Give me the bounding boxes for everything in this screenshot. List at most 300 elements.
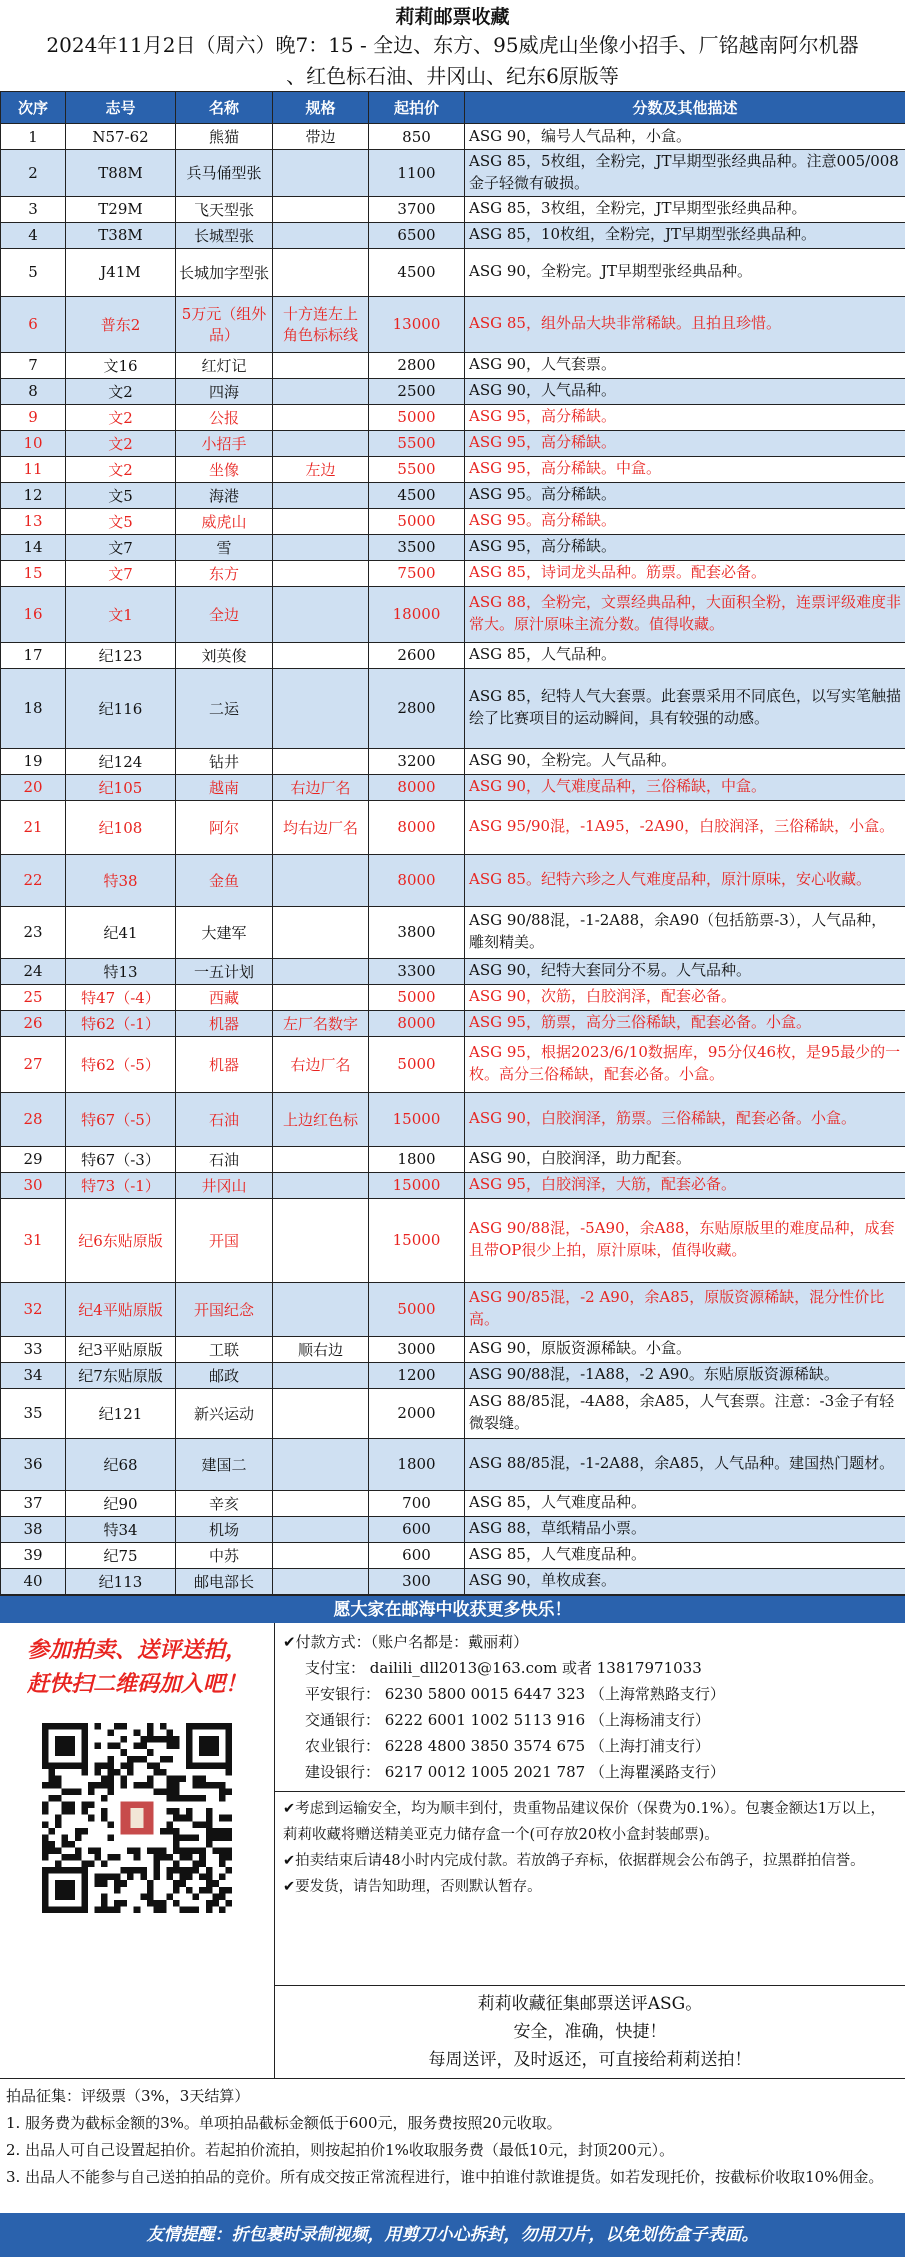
table-row [1, 748, 905, 774]
description: ASG 88，草纸精品小票。 [465, 1516, 905, 1542]
start-price: 1800 [369, 1146, 465, 1172]
spec: 十方连左上角色标标线 [273, 296, 369, 352]
spec [273, 1388, 369, 1438]
bank-line: 农业银行： 6228 4800 3850 3574 675 （上海打浦支行） [305, 1736, 710, 1755]
page-subtitle-continued: 、红色标石油、井冈山、纪东6原版等 [286, 64, 619, 88]
lot-number: 2 [1, 150, 66, 197]
stamp-name: 大建军 [176, 906, 273, 958]
lot-number: 24 [1, 958, 66, 984]
note-item: ✔拍卖结束后请48小时内完成付款。若放鸽子弃标，依据群规会公布鸽子，拉黑群拍信誉。 [283, 1852, 865, 1869]
join-line-1: 参加拍卖、送评送拍， [26, 1636, 247, 1663]
stamp-code: 纪6东贴原版 [66, 1198, 176, 1282]
service-line-3: 每周送评，及时返还，可直接给莉莉送拍！ [428, 2049, 752, 2070]
start-price: 3700 [369, 196, 465, 222]
stamp-code: 纪4平贴原版 [66, 1282, 176, 1336]
start-price: 8000 [369, 1010, 465, 1036]
table-row [1, 1542, 905, 1568]
lot-number: 21 [1, 800, 66, 854]
spec [273, 958, 369, 984]
bless-banner: 愿大家在邮海中收获更多快乐！ [0, 1595, 905, 1623]
start-price: 700 [369, 1490, 465, 1516]
spec: 右边厂名 [273, 774, 369, 800]
table-row [1, 1010, 905, 1036]
spec [273, 906, 369, 958]
spec [273, 248, 369, 296]
stamp-name: 海港 [176, 482, 273, 508]
table-row [1, 296, 905, 352]
stamp-code: 特67（-3） [66, 1146, 176, 1172]
stamp-code: 特67（-5） [66, 1092, 176, 1146]
start-price: 4500 [369, 482, 465, 508]
stamp-code: 文2 [66, 430, 176, 456]
description: ASG 90，人气套票。 [465, 352, 905, 378]
table-row [1, 1362, 905, 1388]
lot-number: 34 [1, 1362, 66, 1388]
start-price: 3800 [369, 906, 465, 958]
alipay-line: 支付宝： dailili_dll2013@163.com 或者 13817971033 [305, 1658, 702, 1677]
description: ASG 90，编号人气品种，小盒。 [465, 124, 905, 150]
table-row [1, 560, 905, 586]
start-price: 3300 [369, 958, 465, 984]
info-section [0, 1623, 905, 2079]
stamp-name: 兵马俑型张 [176, 150, 273, 197]
start-price: 850 [369, 124, 465, 150]
start-price: 8000 [369, 800, 465, 854]
start-price: 2800 [369, 668, 465, 748]
stamp-code: 纪116 [66, 668, 176, 748]
table-row [1, 984, 905, 1010]
table-row [1, 1490, 905, 1516]
stamp-name: 飞天型张 [176, 196, 273, 222]
stamp-name: 刘英俊 [176, 642, 273, 668]
table-row [1, 1388, 905, 1438]
start-price: 1200 [369, 1362, 465, 1388]
description: ASG 90，次筋，白胶润泽，配套必备。 [465, 984, 905, 1010]
start-price: 1100 [369, 150, 465, 197]
lot-number: 26 [1, 1010, 66, 1036]
start-price: 5500 [369, 430, 465, 456]
spec [273, 854, 369, 906]
description: ASG 88，全粉完，文票经典品种，大面积全粉，连票评级难度非常大。原汁原味主流分数。值得收藏。 [465, 586, 905, 642]
lot-number: 19 [1, 748, 66, 774]
description: ASG 90，单枚成套。 [465, 1568, 905, 1594]
table-row [1, 508, 905, 534]
stamp-code: 文2 [66, 378, 176, 404]
table-row [1, 854, 905, 906]
fee-line: 1. 服务费为截标金额的3%。单项拍品截标金额低于600元，服务费按照20元收取。 [6, 2113, 562, 2132]
description: ASG 95，高分稀缺。 [465, 430, 905, 456]
spec [273, 1438, 369, 1490]
lot-number: 32 [1, 1282, 66, 1336]
description: ASG 88/85混，-4A88，余A85，人气套票。注意：-3金子有轻微裂缝。 [465, 1388, 905, 1438]
description: ASG 90，白胶润泽，筋票。三俗稀缺，配套必备。小盒。 [465, 1092, 905, 1146]
stamp-code: T38M [66, 222, 176, 248]
lot-number: 23 [1, 906, 66, 958]
stamp-code: 纪108 [66, 800, 176, 854]
column-header: 志号 [66, 92, 176, 124]
start-price: 2000 [369, 1388, 465, 1438]
spec [273, 150, 369, 197]
table-row [1, 1036, 905, 1092]
description: ASG 95，根据2023/6/10数据库，95分仅46枚，是95最少的一枚。高分三俗稀缺，配套必备。小盒。 [465, 1036, 905, 1092]
description: ASG 90/88混，-1-2A88，余A90（包括筋票-3），人气品种，雕刻精美。 [465, 906, 905, 958]
table-row [1, 774, 905, 800]
spec [273, 534, 369, 560]
lot-number: 38 [1, 1516, 66, 1542]
lot-number: 31 [1, 1198, 66, 1282]
table-row [1, 1198, 905, 1282]
description: ASG 85，人气难度品种。 [465, 1542, 905, 1568]
stamp-name: 越南 [176, 774, 273, 800]
table-row [1, 800, 905, 854]
description: ASG 85，纪特人气大套票。此套票采用不同底色，以写实笔触描绘了比赛项目的运动瞬间，具有较强的动感。 [465, 668, 905, 748]
description: ASG 85，3枚组，全粉完，JT早期型张经典品种。 [465, 196, 905, 222]
description: ASG 90/88混，-1A88，-2 A90。东贴原版资源稀缺。 [465, 1362, 905, 1388]
bank-line: 交通银行： 6222 6001 1002 5113 916 （上海杨浦支行） [305, 1710, 710, 1729]
start-price: 5500 [369, 456, 465, 482]
start-price: 5000 [369, 404, 465, 430]
stamp-code: 纪123 [66, 642, 176, 668]
description: ASG 95，高分稀缺。 [465, 404, 905, 430]
lot-number: 8 [1, 378, 66, 404]
stamp-code: 文5 [66, 508, 176, 534]
description: ASG 90/85混，-2 A90，余A85，原版资源稀缺，混分性价比高。 [465, 1282, 905, 1336]
fee-line: 2. 出品人可自己设置起拍价。若起拍价流拍，则按起拍价1%收取服务费（最低10元，封顶200元）。 [6, 2140, 675, 2159]
table-row [1, 1516, 905, 1542]
description: ASG 90，全粉完。人气品种。 [465, 748, 905, 774]
spec: 均右边厂名 [273, 800, 369, 854]
stamp-code: 特73（-1） [66, 1172, 176, 1198]
stamp-name: 长城型张 [176, 222, 273, 248]
stamp-name: 坐像 [176, 456, 273, 482]
start-price: 3200 [369, 748, 465, 774]
start-price: 13000 [369, 296, 465, 352]
table-row [1, 150, 905, 197]
stamp-name: 石油 [176, 1146, 273, 1172]
spec [273, 352, 369, 378]
table-row [1, 222, 905, 248]
stamp-name: 开国 [176, 1198, 273, 1282]
payment-title: ✔付款方式：（账户名都是：戴丽莉） [283, 1632, 529, 1651]
stamp-code: 特38 [66, 854, 176, 906]
join-panel [0, 1623, 275, 2078]
stamp-name: 机器 [176, 1010, 273, 1036]
start-price: 300 [369, 1568, 465, 1594]
table-row [1, 1146, 905, 1172]
start-price: 600 [369, 1516, 465, 1542]
start-price: 15000 [369, 1092, 465, 1146]
stamp-name: 井冈山 [176, 1172, 273, 1198]
start-price: 2600 [369, 642, 465, 668]
table-row [1, 196, 905, 222]
stamp-name: 辛亥 [176, 1490, 273, 1516]
spec [273, 222, 369, 248]
qr-code-icon[interactable] [42, 1723, 232, 1913]
spec: 左边 [273, 456, 369, 482]
spec [273, 1282, 369, 1336]
lot-number: 3 [1, 196, 66, 222]
spec [273, 404, 369, 430]
stamp-name: 全边 [176, 586, 273, 642]
stamp-name: 西藏 [176, 984, 273, 1010]
fee-line: 拍品征集：评级票（3%，3天结算） [6, 2086, 250, 2105]
join-line-2: 赶快扫二维码加入吧！ [26, 1670, 247, 1697]
description: ASG 90，原版资源稀缺。小盒。 [465, 1336, 905, 1362]
stamp-name: 东方 [176, 560, 273, 586]
note-item: ✔考虑到运输安全，均为顺丰到付，贵重物品建议保价（保费为0.1%）。包裹金额达1万以上，莉莉收藏将赠送精美亚克力储存盒一个(可存放20枚小盒封装邮票)。 [283, 1800, 885, 1843]
table-row [1, 1568, 905, 1594]
column-header: 分数及其他描述 [465, 92, 905, 124]
start-price: 15000 [369, 1172, 465, 1198]
lot-number: 18 [1, 668, 66, 748]
table-row [1, 534, 905, 560]
lot-number: 9 [1, 404, 66, 430]
table-row [1, 378, 905, 404]
lot-number: 39 [1, 1542, 66, 1568]
stamp-code: 特62（-5） [66, 1036, 176, 1092]
service-line-1: 莉莉收藏征集邮票送评ASG。 [477, 1993, 703, 2014]
start-price: 5000 [369, 508, 465, 534]
stamp-code: T88M [66, 150, 176, 197]
table-row [1, 456, 905, 482]
stamp-code: 文16 [66, 352, 176, 378]
table-row [1, 1172, 905, 1198]
spec [273, 1362, 369, 1388]
spec [273, 1490, 369, 1516]
stamp-name: 公报 [176, 404, 273, 430]
column-header: 名称 [176, 92, 273, 124]
stamp-name: 石油 [176, 1092, 273, 1146]
description: ASG 85，组外品大块非常稀缺。且拍且珍惜。 [465, 296, 905, 352]
description: ASG 95，高分稀缺。中盒。 [465, 456, 905, 482]
table-row [1, 124, 905, 150]
stamp-name: 二运 [176, 668, 273, 748]
stamp-code: 文1 [66, 586, 176, 642]
start-price: 3000 [369, 1336, 465, 1362]
table-row [1, 906, 905, 958]
stamp-code: 文5 [66, 482, 176, 508]
lot-number: 4 [1, 222, 66, 248]
stamp-code: 特13 [66, 958, 176, 984]
stamp-name: 红灯记 [176, 352, 273, 378]
stamp-code: 特34 [66, 1516, 176, 1542]
lot-number: 7 [1, 352, 66, 378]
table-row [1, 352, 905, 378]
start-price: 3500 [369, 534, 465, 560]
stamp-code: 纪113 [66, 1568, 176, 1594]
spec [273, 1542, 369, 1568]
description: ASG 95。高分稀缺。 [465, 482, 905, 508]
lot-number: 20 [1, 774, 66, 800]
stamp-name: 中苏 [176, 1542, 273, 1568]
description: ASG 90，白胶润泽，助力配套。 [465, 1146, 905, 1172]
start-price: 2800 [369, 352, 465, 378]
stamp-name: 建国二 [176, 1438, 273, 1490]
stamp-code: 文2 [66, 456, 176, 482]
stamp-code: T29M [66, 196, 176, 222]
stamp-name: 熊猫 [176, 124, 273, 150]
stamp-code: 纪90 [66, 1490, 176, 1516]
lot-table [0, 91, 905, 1595]
table-row [1, 1336, 905, 1362]
column-header: 规格 [273, 92, 369, 124]
spec [273, 196, 369, 222]
stamp-code: J41M [66, 248, 176, 296]
service-box [275, 1986, 905, 2078]
page-title: 莉莉邮票收藏 [395, 5, 510, 28]
table-row [1, 482, 905, 508]
lot-number: 10 [1, 430, 66, 456]
lot-number: 35 [1, 1388, 66, 1438]
stamp-code: 文7 [66, 560, 176, 586]
start-price: 5000 [369, 1282, 465, 1336]
stamp-name: 机场 [176, 1516, 273, 1542]
table-header-row [1, 92, 905, 124]
fee-line: 3. 出品人不能参与自己送拍拍品的竞价。所有成交按正常流程进行，谁中拍谁付款谁提货。如若发现托价，按截标价收取10%佣金。 [6, 2167, 884, 2186]
service-line-2: 安全，准确，快捷！ [513, 2021, 667, 2042]
spec [273, 586, 369, 642]
description: ASG 95。高分稀缺。 [465, 508, 905, 534]
spec: 带边 [273, 124, 369, 150]
payment-box [275, 1623, 905, 1792]
description: ASG 85，10枚组，全粉完，JT早期型张经典品种。 [465, 222, 905, 248]
table-row [1, 586, 905, 642]
description: ASG 95，白胶润泽，大筋，配套必备。 [465, 1172, 905, 1198]
description: ASG 85，诗词龙头品种。筋票。配套必备。 [465, 560, 905, 586]
info-panel [275, 1623, 905, 2078]
description: ASG 88/85混，-1-2A88，余A85，人气品种。建国热门题材。 [465, 1438, 905, 1490]
spec [273, 1172, 369, 1198]
stamp-name: 新兴运动 [176, 1388, 273, 1438]
stamp-name: 一五计划 [176, 958, 273, 984]
spec [273, 668, 369, 748]
lot-table-body [1, 124, 905, 1595]
spec [273, 482, 369, 508]
start-price: 4500 [369, 248, 465, 296]
lot-number: 27 [1, 1036, 66, 1092]
lot-number: 40 [1, 1568, 66, 1594]
lot-number: 11 [1, 456, 66, 482]
lot-number: 15 [1, 560, 66, 586]
stamp-code: 纪75 [66, 1542, 176, 1568]
description: ASG 95/90混，-1A95，-2A90，白胶润泽，三俗稀缺，小盒。 [465, 800, 905, 854]
stamp-code: 纪124 [66, 748, 176, 774]
bank-line: 平安银行： 6230 5800 0015 6447 323 （上海常熟路支行） [305, 1684, 725, 1703]
description: ASG 85，5枚组，全粉完，JT早期型张经典品种。注意005/008金子轻微有破损。 [465, 150, 905, 197]
stamp-code: 特47（-4） [66, 984, 176, 1010]
spec [273, 984, 369, 1010]
start-price: 5000 [369, 984, 465, 1010]
stamp-name: 工联 [176, 1336, 273, 1362]
lot-number: 28 [1, 1092, 66, 1146]
lot-number: 13 [1, 508, 66, 534]
column-header: 起拍价 [369, 92, 465, 124]
stamp-code: 特62（-1） [66, 1010, 176, 1036]
fee-section [0, 2079, 905, 2195]
notes-box [275, 1792, 905, 1986]
stamp-code: 纪121 [66, 1388, 176, 1438]
stamp-name: 邮电部长 [176, 1568, 273, 1594]
stamp-name: 开国纪念 [176, 1282, 273, 1336]
spec [273, 560, 369, 586]
lot-number: 14 [1, 534, 66, 560]
table-row [1, 430, 905, 456]
stamp-name: 长城加字型张 [176, 248, 273, 296]
stamp-code: 纪105 [66, 774, 176, 800]
description: ASG 90，纪特大套同分不易。人气品种。 [465, 958, 905, 984]
spec [273, 508, 369, 534]
start-price: 8000 [369, 774, 465, 800]
table-row [1, 1092, 905, 1146]
spec [273, 1516, 369, 1542]
stamp-code: 文7 [66, 534, 176, 560]
start-price: 600 [369, 1542, 465, 1568]
spec [273, 1198, 369, 1282]
start-price: 6500 [369, 222, 465, 248]
description: ASG 95，筋票，高分三俗稀缺，配套必备。小盒。 [465, 1010, 905, 1036]
table-row [1, 668, 905, 748]
description: ASG 90，人气难度品种，三俗稀缺，中盒。 [465, 774, 905, 800]
stamp-name: 阿尔 [176, 800, 273, 854]
description: ASG 85，人气品种。 [465, 642, 905, 668]
spec [273, 430, 369, 456]
stamp-code: 文2 [66, 404, 176, 430]
stamp-code: 纪3平贴原版 [66, 1336, 176, 1362]
lot-number: 30 [1, 1172, 66, 1198]
description: ASG 90，全粉完。JT早期型张经典品种。 [465, 248, 905, 296]
spec [273, 1568, 369, 1594]
table-row [1, 404, 905, 430]
description: ASG 85。纪特六珍之人气难度品种，原汁原味，安心收藏。 [465, 854, 905, 906]
table-row [1, 642, 905, 668]
start-price: 15000 [369, 1198, 465, 1282]
lot-number: 17 [1, 642, 66, 668]
table-row [1, 1438, 905, 1490]
stamp-name: 机器 [176, 1036, 273, 1092]
stamp-name: 小招手 [176, 430, 273, 456]
lot-number: 16 [1, 586, 66, 642]
lot-number: 6 [1, 296, 66, 352]
stamp-name: 四海 [176, 378, 273, 404]
stamp-name: 金鱼 [176, 854, 273, 906]
spec: 左厂名数字 [273, 1010, 369, 1036]
spec [273, 378, 369, 404]
table-row [1, 248, 905, 296]
lot-number: 29 [1, 1146, 66, 1172]
warning-banner: 友情提醒：折包裹时录制视频，用剪刀小心拆封，勿用刀片，以免划伤盒子表面。 [0, 2213, 905, 2257]
lot-number: 37 [1, 1490, 66, 1516]
spec [273, 1146, 369, 1172]
bank-line: 建设银行： 6217 0012 1005 2021 787 （上海瞿溪路支行） [305, 1762, 725, 1781]
lot-number: 12 [1, 482, 66, 508]
start-price: 8000 [369, 854, 465, 906]
stamp-code: 纪7东贴原版 [66, 1362, 176, 1388]
lot-number: 25 [1, 984, 66, 1010]
stamp-code: 纪68 [66, 1438, 176, 1490]
stamp-code: N57-62 [66, 124, 176, 150]
stamp-code: 普东2 [66, 296, 176, 352]
stamp-name: 邮政 [176, 1362, 273, 1388]
stamp-code: 纪41 [66, 906, 176, 958]
description: ASG 85，人气难度品种。 [465, 1490, 905, 1516]
lot-number: 33 [1, 1336, 66, 1362]
start-price: 2500 [369, 378, 465, 404]
page-subtitle: 2024年11月2日（周六）晚7：15 - 全边、东方、95威虎山坐像小招手、厂铭越南阿尔机器 [46, 33, 859, 57]
spec: 顺右边 [273, 1336, 369, 1362]
column-header: 次序 [1, 92, 66, 124]
stamp-name: 钻井 [176, 748, 273, 774]
table-row [1, 958, 905, 984]
